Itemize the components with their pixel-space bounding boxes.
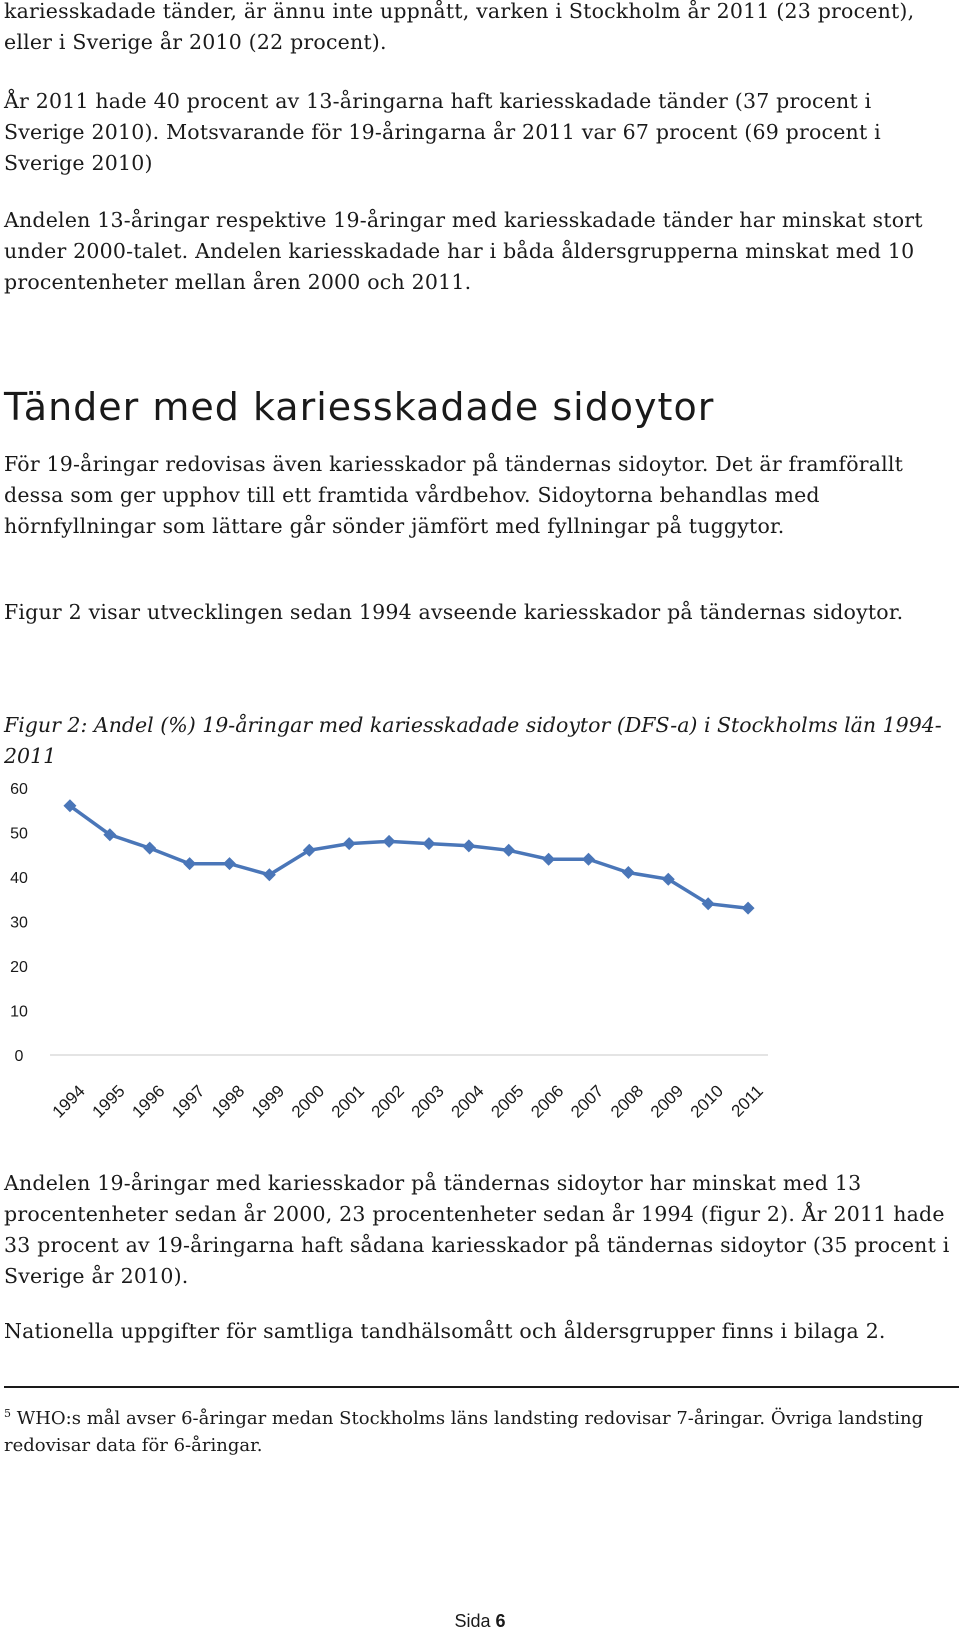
data-point-marker	[502, 844, 515, 857]
data-point-marker	[183, 857, 196, 870]
y-tick-label: 0	[14, 1048, 24, 1065]
y-tick-label: 60	[10, 781, 28, 798]
footnote-text: WHO:s mål avser 6-åringar medan Stockholms läns landsting redovisar 7-åringar. Övriga landsting redovisar data för 6-åringar.	[4, 1408, 924, 1456]
x-axis-tick-labels	[49, 1081, 767, 1121]
x-tick-label: 1998	[208, 1081, 249, 1122]
x-tick-label: 1995	[88, 1081, 129, 1122]
x-tick-label: 2006	[527, 1081, 568, 1122]
y-tick-label: 50	[10, 825, 28, 843]
data-point-marker	[383, 835, 396, 848]
line-chart	[0, 781, 960, 1170]
page-number-value: 6	[495, 1611, 506, 1631]
x-tick-label: 2011	[727, 1081, 767, 1121]
series-line	[70, 806, 748, 908]
footnote-marker: 5	[4, 1407, 11, 1420]
data-point-marker	[742, 902, 755, 915]
paragraph-nationella: Nationella uppgifter för samtliga tandhälsomått och åldersgrupper finns i bilaga 2.	[4, 1319, 886, 1343]
x-tick-label: 2003	[407, 1081, 448, 1122]
x-tick-label: 2001	[327, 1081, 368, 1122]
paragraph-sidoytor-intro: För 19-åringar redovisas även kariesskador på tändernas sidoytor. Det är framförallt dessa som ger upphov till ett framtida vårdbehov. Sidoytorna behandlas med hörnfyllningar som lättare går sönder jämfört med fyllningar på tuggytor.	[4, 452, 904, 538]
data-point-marker	[462, 839, 475, 852]
data-point-marker	[223, 857, 236, 870]
data-point-marker	[622, 866, 635, 879]
paragraph-andelen-minskat: Andelen 13-åringar respektive 19-åringar med kariesskadade tänder har minskat stort under 2000-talet. Andelen kariesskadade har i båda åldersgrupperna minskat med 10 procentenheter mellan åren 2000 och 2011.	[4, 208, 923, 294]
x-tick-label: 2000	[287, 1081, 329, 1122]
data-point-marker	[422, 837, 435, 850]
x-tick-label: 1997	[168, 1081, 209, 1122]
x-tick-label: 2002	[367, 1081, 408, 1122]
paragraph-intro-continuation: kariesskadade tänder, är ännu inte uppnått, varken i Stockholm år 2011 (23 procent), eller i Sverige år 2010 (22 procent).	[4, 0, 915, 54]
x-tick-label: 1996	[128, 1081, 169, 1122]
y-tick-label: 20	[10, 959, 28, 976]
series-markers	[63, 799, 754, 914]
x-tick-label: 2005	[487, 1081, 528, 1122]
y-axis-tick-labels	[10, 781, 28, 1065]
paragraph-sidoytor-result: Andelen 19-åringar med kariesskador på tändernas sidoytor har minskat med 13 procentenheter sedan år 2000, 23 procentenheter sedan år 1994 (figur 2). År 2011 hade 33 procent av 19-åringarna haft sådana kariesskador på tändernas sidoytor (35 procent i Sverige år 2010).	[4, 1171, 950, 1288]
x-tick-label: 2004	[447, 1081, 488, 1122]
paragraph-13-19-aringar-2011: År 2011 hade 40 procent av 13-åringarna haft kariesskadade tänder (37 procent i Sverige 2010). Motsvarande för 19-åringarna år 2011 var 67 procent (69 procent i Sverige 2010)	[4, 89, 881, 175]
footnote-divider	[4, 1386, 959, 1388]
y-tick-label: 40	[10, 870, 28, 887]
x-tick-label: 2010	[686, 1081, 727, 1122]
data-point-marker	[343, 837, 356, 850]
x-tick-label: 1994	[48, 1081, 89, 1122]
x-tick-label: 2009	[646, 1081, 688, 1122]
x-tick-label: 1999	[248, 1081, 289, 1122]
x-tick-label: 2008	[607, 1081, 648, 1122]
paragraph-figur2-intro: Figur 2 visar utvecklingen sedan 1994 avseende kariesskador på tändernas sidoytor.	[4, 600, 904, 624]
y-tick-label: 30	[10, 914, 28, 932]
footnote	[4, 1400, 954, 1459]
data-point-marker	[143, 842, 156, 855]
data-point-marker	[542, 853, 555, 866]
page-number-label: Sida	[454, 1611, 491, 1631]
x-tick-label: 2007	[567, 1081, 608, 1122]
figure-caption: Figur 2: Andel (%) 19-åringar med kariesskadade sidoytor (DFS-a) i Stockholms län 1994-2011	[4, 713, 942, 768]
data-point-marker	[582, 853, 595, 866]
page-number	[0, 1611, 960, 1632]
y-tick-label: 10	[10, 1003, 28, 1021]
section-heading: Tänder med kariesskadade sidoytor	[4, 385, 715, 429]
